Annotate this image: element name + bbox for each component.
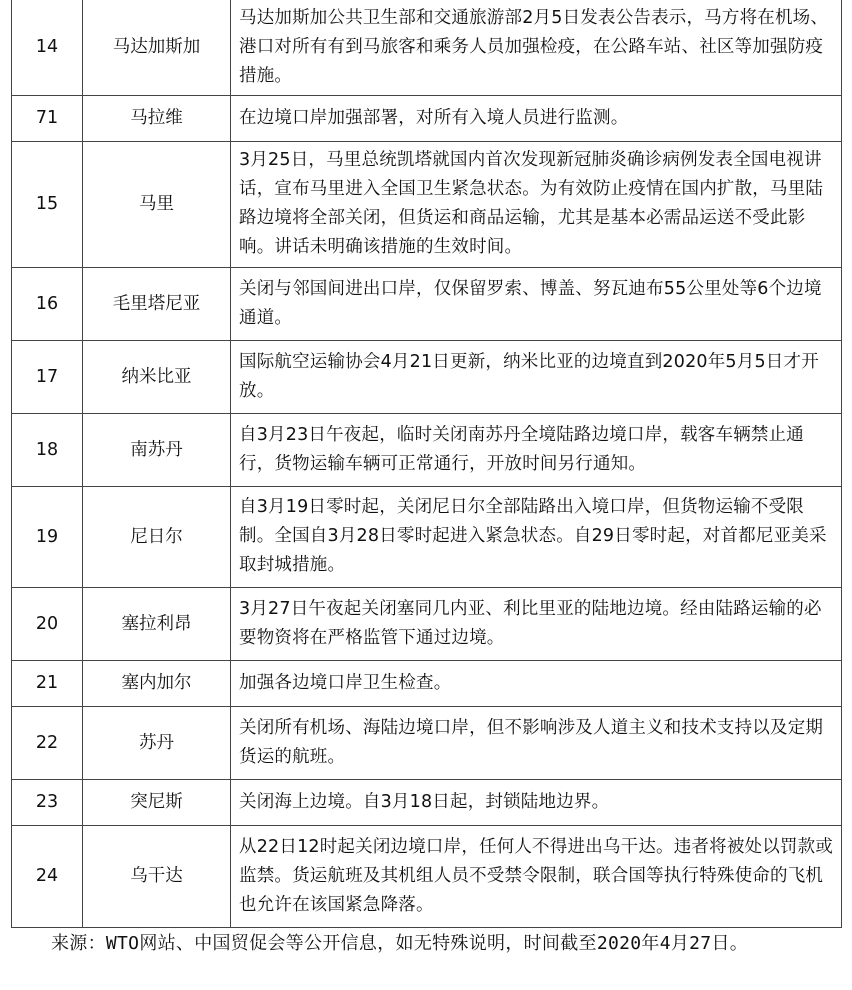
measure-text: 3月25日，马里总统凯塔就国内首次发现新冠肺炎确诊病例发表全国电视讲话，宣布马里进入全国卫生紧急状态。为有效防止疫情在国内扩散，马里陆路边境将全部关闭，但货运和商品运输，尤其是基本必需品运送不受此影响。讲话未明确该措施的生效时间。 xyxy=(231,142,842,268)
country-name: 突尼斯 xyxy=(83,780,231,826)
measure-text: 在边境口岸加强部署，对所有入境人员进行监测。 xyxy=(231,96,842,142)
table-row xyxy=(12,487,842,588)
table-row xyxy=(12,588,842,661)
footnote-year-unit: 年 xyxy=(641,933,660,954)
row-number: 71 xyxy=(12,96,83,142)
footnote-day: 27 xyxy=(689,933,712,954)
country-name: 纳米比亚 xyxy=(83,341,231,414)
country-name: 苏丹 xyxy=(83,707,231,780)
footnote-year: 2020 xyxy=(596,933,642,954)
row-number: 21 xyxy=(12,661,83,707)
measure-text: 加强各边境口岸卫生检查。 xyxy=(231,661,842,707)
table-row xyxy=(12,268,842,341)
country-name: 乌干达 xyxy=(83,826,231,928)
footnote-month: 4 xyxy=(659,933,671,954)
table-row xyxy=(12,0,842,96)
measure-text: 从22日12时起关闭边境口岸，任何人不得进出乌干达。违者将被处以罚款或监禁。货运航班及其机组人员不受禁令限制，联合国等执行特殊使命的飞机也允许在该国紧急降落。 xyxy=(231,826,842,928)
measure-text: 关闭海上边境。自3月18日起，封锁陆地边界。 xyxy=(231,780,842,826)
table-row xyxy=(12,96,842,142)
footnote-prefix: 来源： xyxy=(51,933,106,954)
table-row xyxy=(12,826,842,928)
source-footnote xyxy=(11,928,843,959)
footnote-month-unit: 月 xyxy=(670,933,690,954)
measure-text: 马达加斯加公共卫生部和交通旅游部2月5日发表公告表示，马方将在机场、港口对所有有到马旅客和乘务人员加强检疫，在公路车站、社区等加强防疫措施。 xyxy=(231,0,842,96)
row-number: 18 xyxy=(12,414,83,487)
table-row xyxy=(12,707,842,780)
row-number: 22 xyxy=(12,707,83,780)
row-number: 24 xyxy=(12,826,83,928)
row-number: 17 xyxy=(12,341,83,414)
country-name: 尼日尔 xyxy=(83,487,231,588)
table-row xyxy=(12,341,842,414)
row-number: 23 xyxy=(12,780,83,826)
country-name: 塞内加尔 xyxy=(83,661,231,707)
country-name: 毛里塔尼亚 xyxy=(83,268,231,341)
row-number: 20 xyxy=(12,588,83,661)
table-row xyxy=(12,780,842,826)
measure-text: 3月27日午夜起关闭塞同几内亚、利比里亚的陆地边境。经由陆路运输的必要物资将在严格监管下通过边境。 xyxy=(231,588,842,661)
table-row xyxy=(12,661,842,707)
country-name: 南苏丹 xyxy=(83,414,231,487)
measure-text: 关闭与邻国间进出口岸，仅保留罗索、博盖、努瓦迪布55公里处等6个边境通道。 xyxy=(231,268,842,341)
measure-text: 自3月23日午夜起，临时关闭南苏丹全境陆路边境口岸，载客车辆禁止通行，货物运输车辆可正常通行，开放时间另行通知。 xyxy=(231,414,842,487)
country-name: 马达加斯加 xyxy=(83,0,231,96)
country-name: 马拉维 xyxy=(83,96,231,142)
table-row xyxy=(12,414,842,487)
measure-text: 国际航空运输协会4月21日更新，纳米比亚的边境直到2020年5月5日才开放。 xyxy=(231,341,842,414)
row-number: 14 xyxy=(12,0,83,96)
country-name: 马里 xyxy=(83,142,231,268)
footnote-day-unit: 日。 xyxy=(711,933,749,954)
footnote-text: 网站、中国贸促会等公开信息，如无特殊说明，时间截至 xyxy=(139,933,597,954)
table-row xyxy=(12,142,842,268)
measure-text: 关闭所有机场、海陆边境口岸，但不影响涉及人道主义和技术支持以及定期货运的航班。 xyxy=(231,707,842,780)
row-number: 15 xyxy=(12,142,83,268)
row-number: 16 xyxy=(12,268,83,341)
country-name: 塞拉利昂 xyxy=(83,588,231,661)
footnote-source-code: WTO xyxy=(105,933,140,954)
border-measures-table xyxy=(11,0,842,928)
row-number: 19 xyxy=(12,487,83,588)
measure-text: 自3月19日零时起，关闭尼日尔全部陆路出入境口岸，但货物运输不受限制。全国自3月28日零时起进入紧急状态。自29日零时起，对首都尼亚美采取封城措施。 xyxy=(231,487,842,588)
